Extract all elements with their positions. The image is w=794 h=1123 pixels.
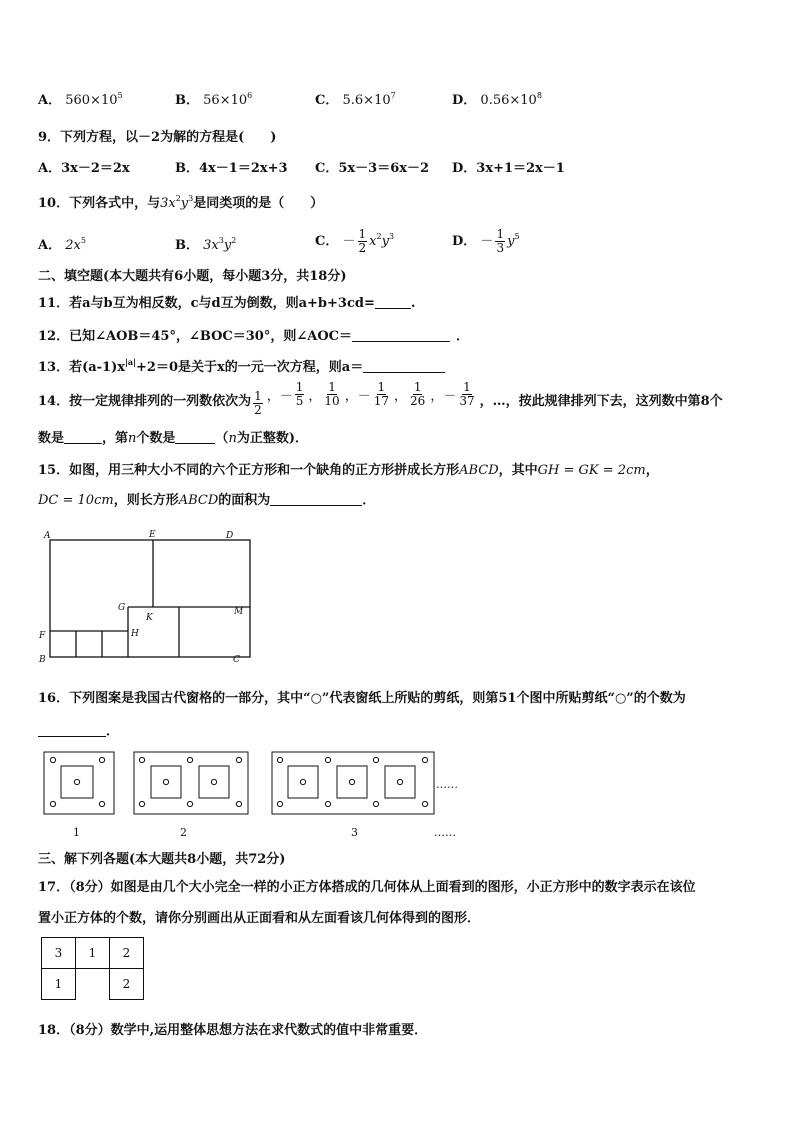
grid-cell: 2 xyxy=(110,938,144,969)
q8-option-d: D． $0.56\times 10^8$ xyxy=(452,91,542,108)
q15-line2: DC = 10cm，则长方形ABCD的面积为 ． xyxy=(38,493,376,508)
label-g: G xyxy=(118,603,126,613)
fraction-numerator: 1 xyxy=(377,379,386,394)
sequence-fraction xyxy=(409,381,426,408)
window-pattern-1 xyxy=(44,752,114,814)
q10-option-b: B． $3x^3y^2$ xyxy=(175,236,237,253)
q8-option-a: A． $560\times 10^5$ xyxy=(38,91,123,108)
pattern-label-3: 3 xyxy=(351,826,358,839)
section-2-heading: 二、填空题(本大题共有6小题，每小题3分，共18分) xyxy=(38,269,347,284)
sequence-fraction xyxy=(295,381,305,408)
fraction-denominator: 2 xyxy=(254,403,262,418)
q9-stem: 9．下列方程，以－2为解的方程是( ) xyxy=(38,130,277,145)
q8-options xyxy=(38,89,764,107)
label-a: A xyxy=(44,531,51,541)
fraction-denominator: 17 xyxy=(373,393,390,408)
q9-option-b: B．4x－1＝2x+3 xyxy=(175,161,288,176)
sequence-fraction xyxy=(458,381,475,408)
q15-line1: 15．如图，用三种大小不同的六个正方形和一个缺角的正方形拼成长方形ABCD，其中GH = GK = 2cm， xyxy=(38,463,659,478)
q8-option-b: B． $56\times 10^6$ xyxy=(175,91,253,108)
q11: 11．若a与b互为相反数，c与d互为倒数，则a+b+3cd= . xyxy=(38,296,416,311)
q10-option-d: D． － $\frac{1}{3}$ $y^5$ xyxy=(452,227,520,256)
q14-line1: 14．按一定规律排列的一列数依次为 $\frac{1}{2}$ ， － $\frac{1}{5}$ ， $\frac{1}{10}$ ， － $\frac{1}{17}$ ， $\frac{1}{26}$ ， － $\frac{1}{37}$ ，…，按此规律排列下去，这列数中第8个 xyxy=(38,379,723,418)
sequence-separator: ， xyxy=(430,388,444,404)
q18: 18．（8分）数学中,运用整体思想方法在求代数式的值中非常重要． xyxy=(38,1023,428,1038)
sequence-fraction xyxy=(253,390,263,417)
label-k: K xyxy=(146,613,153,623)
fraction-denominator: 10 xyxy=(324,393,340,408)
label-h: H xyxy=(131,629,139,639)
sequence-term xyxy=(308,381,342,408)
sequence-term xyxy=(394,381,428,408)
q17-line2: 置小正方体的个数，请你分别画出从正面看和从左面看该几何体得到的图形． xyxy=(38,911,481,926)
q14-blank-2[interactable] xyxy=(175,431,215,444)
sequence-sign: － xyxy=(357,388,371,404)
pattern-ellipsis-2: …… xyxy=(434,826,456,839)
q9-options xyxy=(38,157,764,175)
fraction-numerator: 1 xyxy=(413,379,422,394)
q15-blank[interactable] xyxy=(270,493,362,506)
sequence-separator: ， xyxy=(308,388,322,404)
q16-line2: ． xyxy=(38,720,764,739)
label-m: M xyxy=(234,607,244,617)
sequence-sign: － xyxy=(279,388,293,404)
section-3-heading: 三、解下列各题(本大题共8小题，共72分) xyxy=(38,852,286,867)
sequence-fraction xyxy=(323,381,340,408)
window-pattern-2 xyxy=(134,752,248,814)
sequence-sign: － xyxy=(443,388,457,404)
q10-option-a: A． $2x^5$ xyxy=(38,236,86,253)
fraction-denominator: 26 xyxy=(410,393,426,408)
q10-stem: 10．下列各式中，与$3x^2y^3$是同类项的是（ ） xyxy=(38,194,324,211)
q8-option-c: C． $5.6\times 10^7$ xyxy=(315,91,396,108)
window-pattern-3 xyxy=(272,752,434,814)
q9-option-d: D．3x+1＝2x－1 xyxy=(452,161,565,176)
pattern-label-2: 2 xyxy=(180,826,187,839)
q9-option-a: A．3x－2＝2x xyxy=(38,161,130,176)
sequence-separator: ， xyxy=(394,388,408,404)
sequence-term xyxy=(267,381,307,408)
q14-sequence xyxy=(251,381,480,418)
label-f: F xyxy=(39,631,46,641)
q12-blank[interactable] xyxy=(352,329,450,342)
fraction-numerator: 1 xyxy=(463,379,471,394)
label-c: C xyxy=(233,655,240,665)
grid-cell: 1 xyxy=(42,969,76,1000)
q14-line2: 数是 ，第n个数是 （n为正整数)． xyxy=(38,431,308,446)
rectangle-abcd xyxy=(50,540,250,657)
q9-option-c: C．5x－3＝6x－2 xyxy=(315,161,430,176)
q11-blank[interactable] xyxy=(375,296,411,309)
sequence-fraction xyxy=(373,381,390,408)
fraction-denominator: 37 xyxy=(459,393,475,408)
q16-line1: 16．下列图案是我国古代窗格的一部分，其中“○”代表窗纸上所贴的剪纸，则第51个图中所贴剪纸“○”的个数为 xyxy=(38,691,686,706)
grid-cell: 3 xyxy=(42,938,76,969)
q16-window-pattern-figure xyxy=(40,746,480,842)
q16-blank[interactable] xyxy=(38,724,106,737)
grid-cell-empty xyxy=(76,969,110,1000)
sequence-term xyxy=(251,390,265,417)
q13-blank[interactable] xyxy=(363,360,445,373)
fraction-denominator: 5 xyxy=(295,393,304,408)
label-b: B xyxy=(39,655,46,665)
q15-rectangle-figure xyxy=(36,526,256,666)
grid-cell: 2 xyxy=(110,969,144,1000)
q17-line1: 17．（8分）如图是由几个大小完全一样的小正方体搭成的几何体从上面看到的图形，小正方形中的数字表示在该位 xyxy=(38,880,696,895)
q17-top-view-grid xyxy=(41,937,144,1000)
sequence-term xyxy=(345,381,392,408)
sequence-term xyxy=(430,381,477,408)
label-d: D xyxy=(226,531,234,541)
q10-options xyxy=(38,228,764,262)
fraction-numerator: 1 xyxy=(254,388,262,403)
q13: 13．若$(a-1)x^{|a|}+2=0$是关于x的一元一次方程，则a＝ xyxy=(38,356,764,375)
q10-option-c: C． － $\frac{1}{2}$ $x^2y^3$ xyxy=(315,227,395,256)
q14-blank-1[interactable] xyxy=(64,431,102,444)
sequence-separator: ， xyxy=(344,388,358,404)
pattern-ellipsis-1: …… xyxy=(436,778,458,791)
sequence-separator: ， xyxy=(266,388,280,404)
q12: 12．已知∠AOB＝45°，∠BOC＝30°，则∠AOC＝ ． xyxy=(38,329,470,344)
fraction-numerator: 1 xyxy=(295,379,304,394)
fraction-numerator: 1 xyxy=(328,379,336,394)
label-e: E xyxy=(149,530,156,540)
pattern-label-1: 1 xyxy=(73,826,80,839)
grid-cell: 1 xyxy=(76,938,110,969)
